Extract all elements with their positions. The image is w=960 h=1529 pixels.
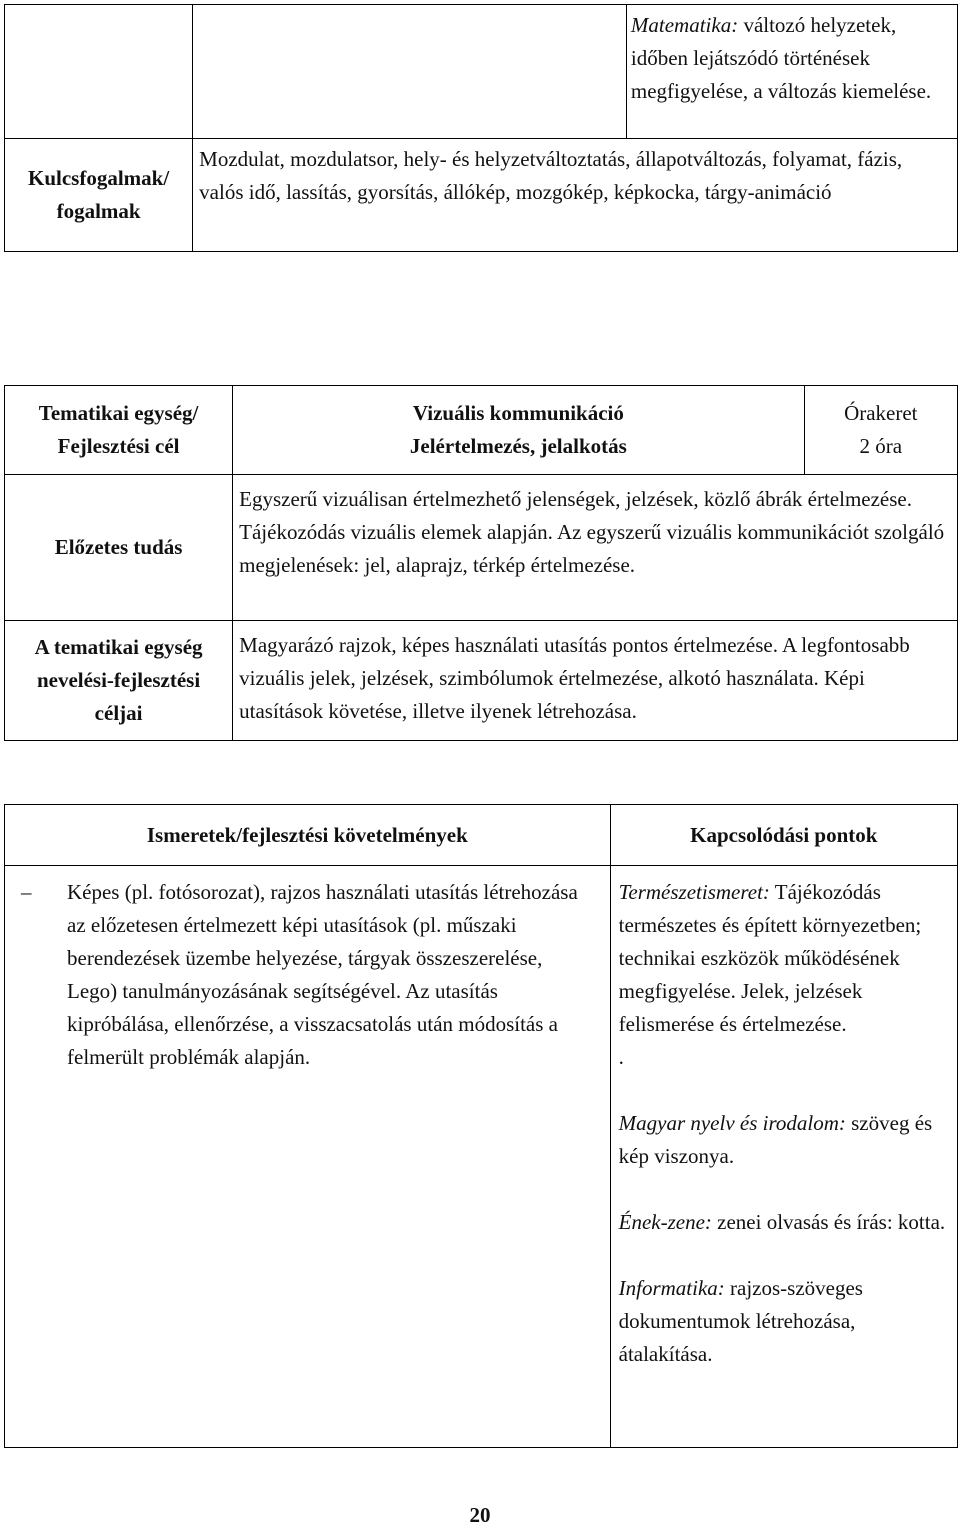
development-goals-label-line-1: A tematikai egység — [34, 635, 203, 659]
connection-text: szöveg és kép viszonya. — [618, 1111, 933, 1168]
connection-text: zenei olvasás és írás: kotta. — [717, 1210, 946, 1234]
requirements-cell — [5, 866, 611, 1448]
requirements-table — [4, 804, 958, 1448]
connection-subject: Informatika: — [618, 1276, 725, 1300]
thematic-unit-label — [5, 386, 233, 475]
requirements-header: Ismeretek/fejlesztési követelmények — [5, 805, 611, 866]
empty-cell — [193, 5, 627, 139]
dash-bullet: – — [21, 880, 32, 904]
thematic-unit-title — [233, 386, 804, 475]
connections-header: Kapcsolódási pontok — [610, 805, 957, 866]
connection-item — [619, 1206, 953, 1239]
thematic-unit-title-line-1: Vizuális kommunikáció — [412, 401, 624, 425]
key-concepts-text: Mozdulat, mozdulatsor, hely- és helyzetváltoztatás, állapotváltozás, folyamat, fázis, valós idő, lassítás, gyorsítás, állókép, mozgókép, képkocka, tárgy-animáció — [193, 139, 958, 252]
thematic-unit-label-line-1: Tematikai egység/ — [38, 401, 199, 425]
key-concepts-label-line-2: fogalmak — [56, 199, 141, 223]
math-connection-cell — [626, 5, 957, 139]
hours-value: 2 óra — [859, 434, 903, 458]
development-goals-label-line-3: céljai — [94, 701, 143, 725]
connection-subject: Magyar nyelv és irodalom: — [618, 1111, 846, 1135]
hours-label: Órakeret — [844, 401, 918, 425]
thematic-unit-title-line-2: Jelértelmezés, jelalkotás — [409, 434, 627, 458]
prior-knowledge-text: Egyszerű vizuálisan értelmezhető jelenségek, jelzések, közlő ábrák értelmezése. Tájékozódás vizuális elemek alapján. Az egyszerű vizuális kommunikációt szolgáló megjelenések: jel, alaprajz, térkép értelmezése. — [233, 475, 958, 621]
key-concepts-table — [4, 4, 958, 252]
math-text: változó helyzetek, időben lejátszódó történések megfigyelése, a változás kiemelése. — [630, 13, 932, 103]
connection-item — [619, 1272, 953, 1371]
math-label: Matematika: — [630, 13, 739, 37]
connection-item — [619, 1107, 953, 1173]
connection-extra: . — [618, 1045, 624, 1069]
development-goals-label — [5, 621, 233, 741]
development-goals-text: Magyarázó rajzok, képes használati utasítás pontos értelmezése. A legfontosabb vizuális jelek, jelzések, szimbólumok értelmezése, alkotó használata. Képi utasítások követése, illetve ilyenek létrehozása. — [233, 621, 958, 741]
connection-text: Tájékozódás természetes és épített környezetben; technikai eszközök működésének megfigyelése. Jelek, jelzések felismerése és értelmezése. — [618, 880, 922, 1036]
hours-cell — [804, 386, 957, 475]
thematic-unit-table — [4, 385, 958, 741]
thematic-unit-label-line-2: Fejlesztési cél — [57, 434, 180, 458]
connection-subject: Természetismeret: — [618, 880, 770, 904]
connection-subject: Ének-zene: — [618, 1210, 712, 1234]
prior-knowledge-label: Előzetes tudás — [5, 475, 233, 621]
key-concepts-label-line-1: Kulcsfogalmak/ — [27, 166, 170, 190]
connection-item — [619, 876, 953, 1074]
list-item — [17, 876, 598, 1074]
connection-text: rajzos-szöveges dokumentumok létrehozása, átalakítása. — [618, 1276, 863, 1366]
empty-cell — [5, 5, 193, 139]
connections-cell — [610, 866, 957, 1448]
development-goals-label-line-2: nevelési-fejlesztési — [36, 668, 201, 692]
page-number: 20 — [469, 1503, 491, 1527]
requirement-text: Képes (pl. fotósorozat), rajzos használati utasítás létrehozása az előzetesen értelmezett képi utasítások (pl. műszaki berendezések üzembe helyezése, tárgyak összeszerelése, Lego) tanulmányozásának segítségével. Az utasítás kipróbálása, ellenőrzése, a visszacsatolás után módosítás a felmerült problémák alapján. — [67, 880, 578, 1069]
key-concepts-label — [5, 139, 193, 252]
